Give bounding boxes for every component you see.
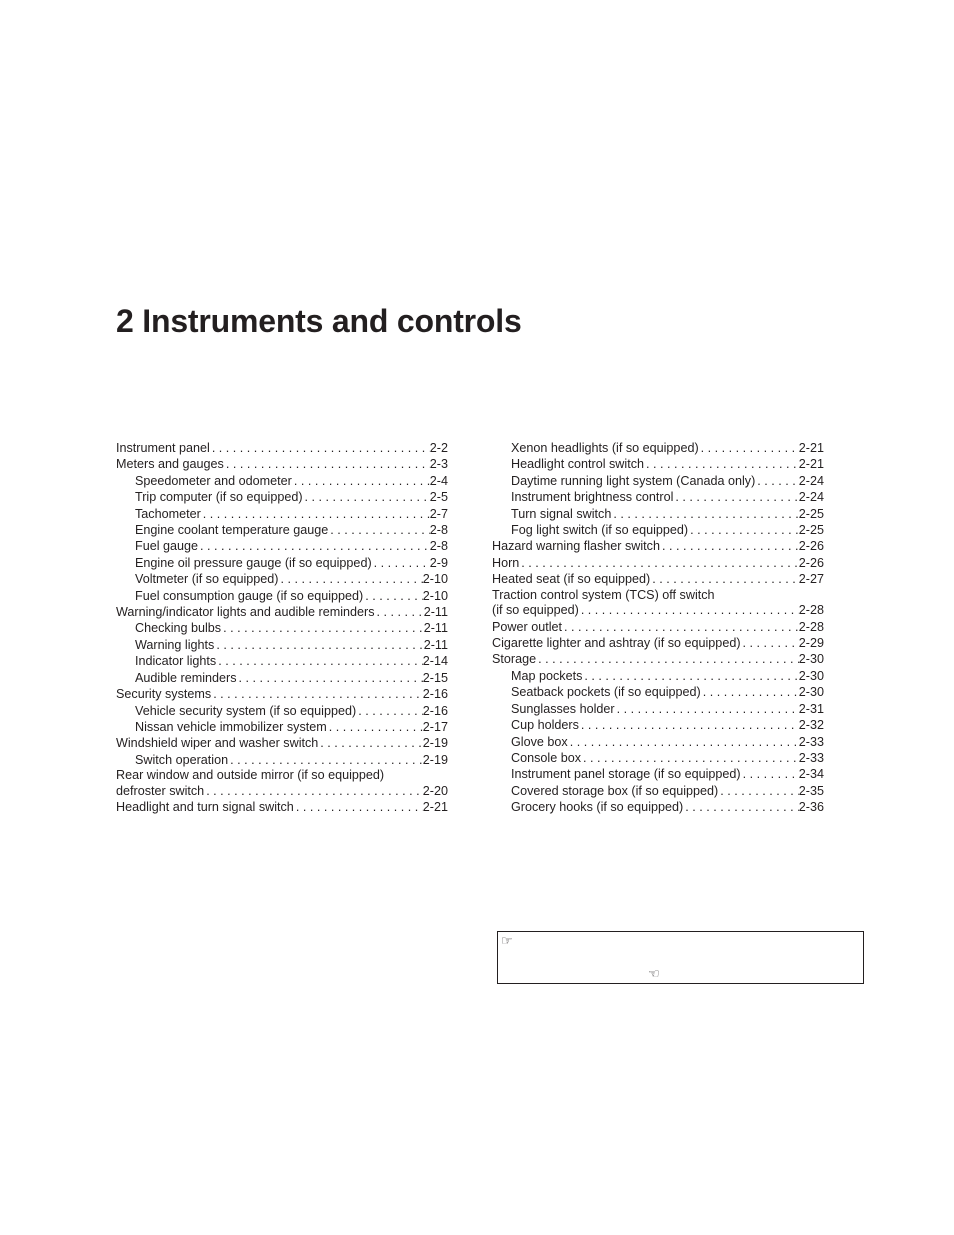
toc-entry-label: Cigarette lighter and ashtray (if so equipped)	[492, 636, 741, 651]
toc-dot-leader	[294, 799, 423, 815]
toc-dot-leader	[650, 571, 799, 587]
toc-entry[interactable]	[492, 717, 824, 733]
toc-page-number: 2-2	[429, 441, 448, 455]
toc-page-number: 2-10	[422, 588, 448, 603]
toc-dot-leader	[210, 440, 430, 456]
note-box	[497, 931, 864, 984]
toc-entry[interactable]	[492, 538, 824, 554]
toc-entry[interactable]	[492, 506, 824, 522]
toc-entry[interactable]	[116, 456, 448, 472]
toc-page-number: 2-24	[798, 473, 824, 488]
toc-page-number: 2-8	[429, 523, 448, 538]
toc-page-number: 2-16	[422, 703, 448, 718]
toc-dot-leader	[318, 735, 422, 751]
toc-dot-leader	[237, 670, 423, 686]
toc-entry-label: Indicator lights	[135, 654, 217, 669]
toc-entry-label: Headlight control switch	[511, 457, 644, 472]
toc-page-number: 2-15	[422, 670, 448, 685]
toc-page-number: 2-30	[798, 685, 824, 700]
toc-page-number: 2-16	[422, 687, 448, 702]
toc-entry-label: Headlight and turn signal switch	[116, 800, 294, 815]
toc-entry-label: Horn	[492, 555, 520, 570]
toc-entry-label: Engine oil pressure gauge (if so equipped)	[135, 555, 372, 570]
toc-entry[interactable]	[116, 555, 448, 571]
toc-page-number: 2-25	[798, 523, 824, 538]
toc-entry-label: Meters and gauges	[116, 457, 224, 472]
toc-page-number: 2-11	[423, 605, 448, 620]
toc-dot-leader	[216, 653, 423, 669]
toc-entry-label: Tachometer	[135, 506, 201, 521]
toc-entry-label: Sunglasses holder	[511, 701, 615, 716]
toc-dot-leader	[221, 620, 424, 636]
toc-page-number: 2-8	[429, 539, 448, 554]
toc-entry[interactable]	[116, 522, 448, 538]
toc-entry-label: Audible reminders	[135, 670, 237, 685]
toc-dot-leader	[699, 440, 799, 456]
toc-page-number: 2-28	[798, 619, 824, 634]
toc-entry[interactable]	[116, 768, 448, 783]
pointing-hand-right-icon: ☞	[501, 933, 513, 948]
toc-dot-leader	[741, 766, 799, 782]
toc-page-number: 2-27	[798, 572, 824, 587]
toc-entry-label: Warning/indicator lights and audible reminders	[116, 605, 375, 620]
toc-entry-label: Console box	[511, 750, 582, 765]
toc-dot-leader	[660, 538, 799, 554]
toc-entry[interactable]	[492, 489, 824, 505]
toc-dot-leader	[519, 555, 798, 571]
toc-entry-label: Instrument brightness control	[511, 490, 674, 505]
toc-entry[interactable]	[116, 637, 448, 653]
toc-entry[interactable]	[492, 668, 824, 684]
toc-entry-label: Voltmeter (if so equipped)	[135, 572, 279, 587]
toc-dot-leader	[615, 701, 799, 717]
toc-page-number: 2-31	[798, 701, 824, 716]
toc-entry[interactable]	[116, 506, 448, 522]
toc-dot-leader	[701, 684, 799, 700]
toc-entry-label: Map pockets	[511, 668, 583, 683]
toc-entry[interactable]	[492, 783, 824, 799]
toc-entry[interactable]	[492, 750, 824, 766]
toc-entry-label: Rear window and outside mirror (if so equipped)	[116, 768, 385, 783]
toc-dot-leader	[755, 473, 798, 489]
toc-dot-leader	[673, 489, 798, 505]
toc-entry[interactable]	[116, 799, 448, 815]
toc-entry[interactable]	[116, 686, 448, 702]
toc-page-number: 2-29	[798, 636, 824, 651]
toc-entry-label: Heated seat (if so equipped)	[492, 572, 651, 587]
toc-entry[interactable]	[116, 473, 448, 489]
toc-entry[interactable]	[492, 555, 824, 571]
toc-page-number: 2-28	[798, 603, 824, 618]
toc-page-number: 2-20	[422, 783, 448, 798]
toc-entry-label: defroster switch	[116, 783, 205, 798]
toc-entry-label: Fuel consumption gauge (if so equipped)	[135, 588, 364, 603]
toc-entry-label: Speedometer and odometer	[135, 473, 292, 488]
toc-entry[interactable]	[116, 538, 448, 554]
toc-entry[interactable]	[492, 799, 824, 815]
toc-entry[interactable]	[116, 719, 448, 735]
toc-page-number: 2-21	[798, 457, 824, 472]
toc-dot-leader	[611, 506, 798, 522]
toc-entry[interactable]	[116, 670, 448, 686]
toc-dot-leader	[356, 703, 423, 719]
toc-entry-label: Warning lights	[135, 637, 215, 652]
toc-page-number: 2-3	[429, 457, 448, 472]
toc-page-number: 2-11	[423, 637, 448, 652]
toc-entry[interactable]	[492, 440, 824, 456]
toc-entry-label: (if so equipped)	[492, 603, 579, 618]
toc-dot-leader	[279, 571, 423, 587]
toc-dot-leader	[581, 750, 799, 766]
toc-entry[interactable]	[116, 783, 448, 799]
toc-page-number: 2-36	[798, 800, 824, 815]
toc-entry-label: Security systems	[116, 687, 212, 702]
toc-entry[interactable]	[116, 588, 448, 604]
toc-dot-leader	[303, 489, 430, 505]
toc-entry[interactable]	[492, 602, 824, 618]
toc-page-number: 2-10	[422, 572, 448, 587]
toc-entry[interactable]	[492, 456, 824, 472]
toc-entry[interactable]	[116, 489, 448, 505]
toc-entry[interactable]	[492, 588, 824, 603]
toc-dot-leader	[292, 473, 430, 489]
toc-entry-label: Hazard warning flasher switch	[492, 539, 660, 554]
toc-page-number: 2-34	[798, 767, 824, 782]
toc-entry-label: Fuel gauge	[135, 539, 199, 554]
toc-dot-leader	[579, 717, 799, 733]
toc-entry-label: Switch operation	[135, 752, 229, 767]
toc-entry[interactable]	[492, 701, 824, 717]
toc-entry-label: Vehicle security system (if so equipped)	[135, 703, 357, 718]
toc-entry[interactable]	[492, 651, 824, 667]
toc-entry-label: Traction control system (TCS) off switch	[492, 587, 715, 602]
toc-page-number: 2-26	[798, 539, 824, 554]
toc-dot-leader	[204, 783, 423, 799]
toc-page-number: 2-24	[798, 490, 824, 505]
toc-entry[interactable]	[492, 734, 824, 750]
toc-dot-leader	[327, 719, 423, 735]
toc-page-number: 2-11	[423, 621, 448, 636]
toc-entry-label: Cup holders	[511, 718, 579, 733]
toc-entry-label: Grocery hooks (if so equipped)	[511, 800, 684, 815]
toc-entry-label: Engine coolant temperature gauge	[135, 523, 329, 538]
toc-entry[interactable]	[116, 703, 448, 719]
toc-page-number: 2-30	[798, 652, 824, 667]
toc-left-column	[116, 440, 448, 816]
toc-page-number: 2-5	[429, 490, 448, 505]
toc-dot-leader	[644, 456, 799, 472]
toc-entry[interactable]	[492, 619, 824, 635]
toc-entry-label: Windshield wiper and washer switch	[116, 736, 319, 751]
toc-entry-label: Glove box	[511, 734, 568, 749]
toc-page-number: 2-19	[422, 752, 448, 767]
toc-page-number: 2-35	[798, 783, 824, 798]
toc-entry-label: Xenon headlights (if so equipped)	[511, 441, 699, 455]
toc-dot-leader	[201, 506, 430, 522]
toc-entry[interactable]	[116, 752, 448, 768]
toc-dot-leader	[718, 783, 799, 799]
toc-dot-leader	[562, 619, 799, 635]
toc-entry-label: Daytime running light system (Canada only)	[511, 473, 756, 488]
toc-entry[interactable]	[116, 735, 448, 751]
toc-entry[interactable]	[116, 604, 448, 620]
toc-entry-label: Trip computer (if so equipped)	[135, 490, 303, 505]
toc-dot-leader	[568, 734, 799, 750]
toc-entry-label: Covered storage box (if so equipped)	[511, 783, 719, 798]
toc-dot-leader	[328, 522, 430, 538]
toc-entry-label: Power outlet	[492, 619, 563, 634]
toc-page-number: 2-9	[429, 555, 448, 570]
toc-entry[interactable]	[116, 440, 448, 456]
chapter-title: 2 Instruments and controls	[116, 303, 522, 339]
toc-entry-label: Nissan vehicle immobilizer system	[135, 719, 327, 734]
toc-entry[interactable]	[492, 522, 824, 538]
toc-page-number: 2-25	[798, 506, 824, 521]
toc-entry-label: Instrument panel storage (if so equipped)	[511, 767, 741, 782]
toc-entry-label: Instrument panel	[116, 441, 210, 455]
toc-page-number: 2-26	[798, 555, 824, 570]
toc-dot-leader	[536, 651, 799, 667]
toc-page-number: 2-7	[429, 506, 448, 521]
toc-dot-leader	[224, 456, 430, 472]
toc-dot-leader	[688, 522, 799, 538]
toc-entry[interactable]	[116, 620, 448, 636]
toc-entry[interactable]	[492, 766, 824, 782]
toc-dot-leader	[363, 588, 423, 604]
toc-entry-label: Storage	[492, 652, 537, 667]
toc-page-number: 2-30	[798, 668, 824, 683]
toc-entry[interactable]	[116, 571, 448, 587]
toc-entry[interactable]	[492, 473, 824, 489]
toc-dot-leader	[741, 635, 799, 651]
toc-entry[interactable]	[116, 653, 448, 669]
toc-page-number: 2-19	[422, 736, 448, 751]
toc-page-number: 2-4	[429, 473, 448, 488]
toc-page-number: 2-33	[798, 734, 824, 749]
toc-dot-leader	[211, 686, 423, 702]
toc-page-number: 2-33	[798, 750, 824, 765]
toc-dot-leader	[375, 604, 424, 620]
toc-dot-leader	[582, 668, 798, 684]
toc-dot-leader	[372, 555, 430, 571]
toc-dot-leader	[579, 602, 799, 618]
toc-entry[interactable]	[492, 635, 824, 651]
toc-entry-label: Fog light switch (if so equipped)	[511, 523, 689, 538]
toc-entry-label: Checking bulbs	[135, 621, 222, 636]
toc-entry-label: Turn signal switch	[511, 506, 612, 521]
toc-dot-leader	[198, 538, 430, 554]
toc-dot-leader	[683, 799, 799, 815]
toc-entry-label: Seatback pockets (if so equipped)	[511, 685, 701, 700]
toc-page-number: 2-21	[798, 441, 824, 455]
toc-right-column	[492, 440, 824, 816]
toc-dot-leader	[228, 752, 423, 768]
toc-page-number: 2-14	[422, 654, 448, 669]
toc-page-number: 2-32	[798, 718, 824, 733]
toc-page-number: 2-21	[422, 800, 448, 815]
toc-page-number: 2-17	[422, 719, 448, 734]
pointing-hand-left-icon: ☜	[648, 966, 660, 981]
toc-dot-leader	[214, 637, 423, 653]
toc-entry[interactable]	[492, 571, 824, 587]
toc-entry[interactable]	[492, 684, 824, 700]
